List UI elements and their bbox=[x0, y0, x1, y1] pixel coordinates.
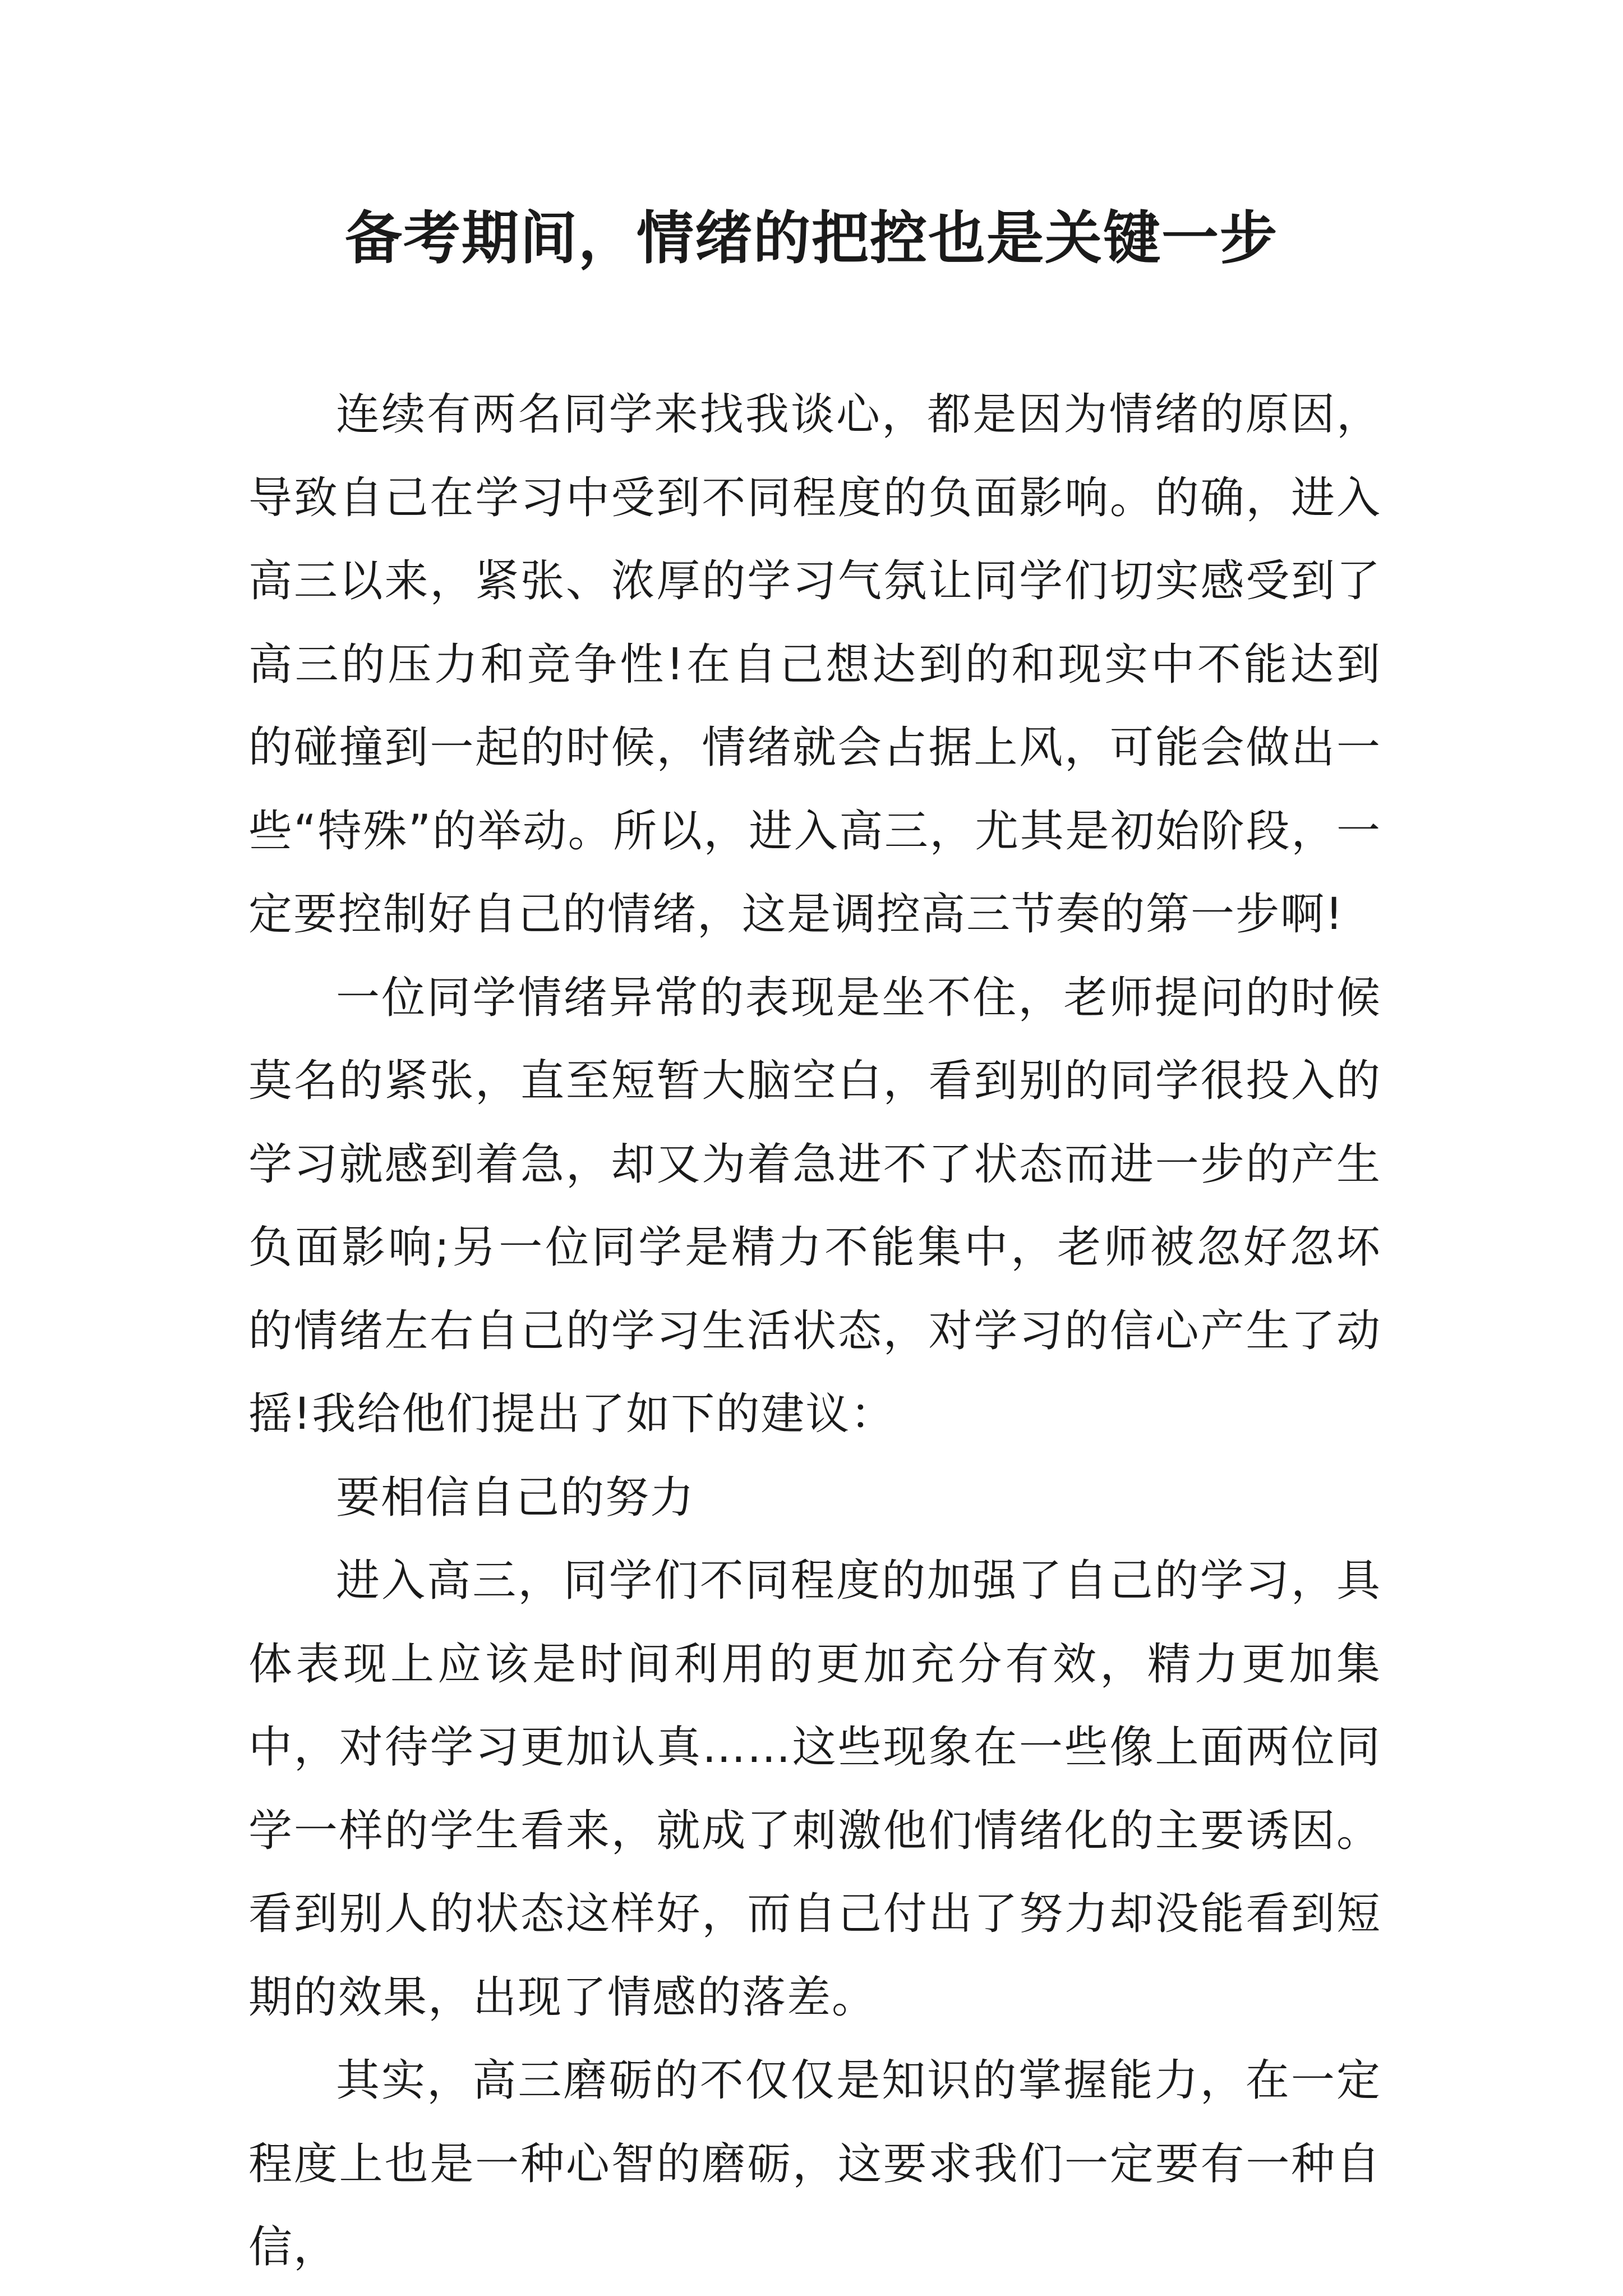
document-title: 备考期间，情绪的把控也是关键一步 bbox=[345, 205, 1278, 272]
paragraph-symptoms: 一位同学情绪异常的表现是坐不住，老师提问的时候莫名的紧张，直至短暂大脑空白，看到别的同学很投入的学习就感到着急，却又为着急进不了状态而进一步的产生负面影响;另一位同学是精力不能集中，老师被忽好忽坏的情绪左右自己的学习生活状态，对学习的信心产生了动摇!我给他们提出了如下的建议： bbox=[248, 972, 1381, 1439]
section-heading-believe-effort: 要相信自己的努力 bbox=[336, 1472, 695, 1523]
document-body bbox=[248, 373, 1381, 2289]
paragraph-conclusion: 其实，高三磨砺的不仅仅是知识的掌握能力，在一定程度上也是一种心智的磨砺，这要求我们一定要有一种自信， bbox=[248, 2055, 1381, 2272]
paragraph-intro: 连续有两名同学来找我谈心，都是因为情绪的原因，导致自己在学习中受到不同程度的负面影响。的确，进入高三以来，紧张、浓厚的学习气氛让同学们切实感受到了高三的压力和竞争性!在自己想达到的和现实中不能达到的碰撞到一起的时候，情绪就会占据上风，可能会做出一些“特殊”的举动。所以，进入高三，尤其是初始阶段，一定要控制好自己的情绪，这是调控高三节奏的第一步啊! bbox=[248, 389, 1381, 940]
paragraph-explanation: 进入高三，同学们不同程度的加强了自己的学习，具体表现上应该是时间利用的更加充分有效，精力更加集中，对待学习更加认真……这些现象在一些像上面两位同学一样的学生看来，就成了刺激他们情绪化的主要诱因。看到别人的状态这样好，而自己付出了努力却没能看到短期的效果，出现了情感的落差。 bbox=[248, 1556, 1381, 2023]
